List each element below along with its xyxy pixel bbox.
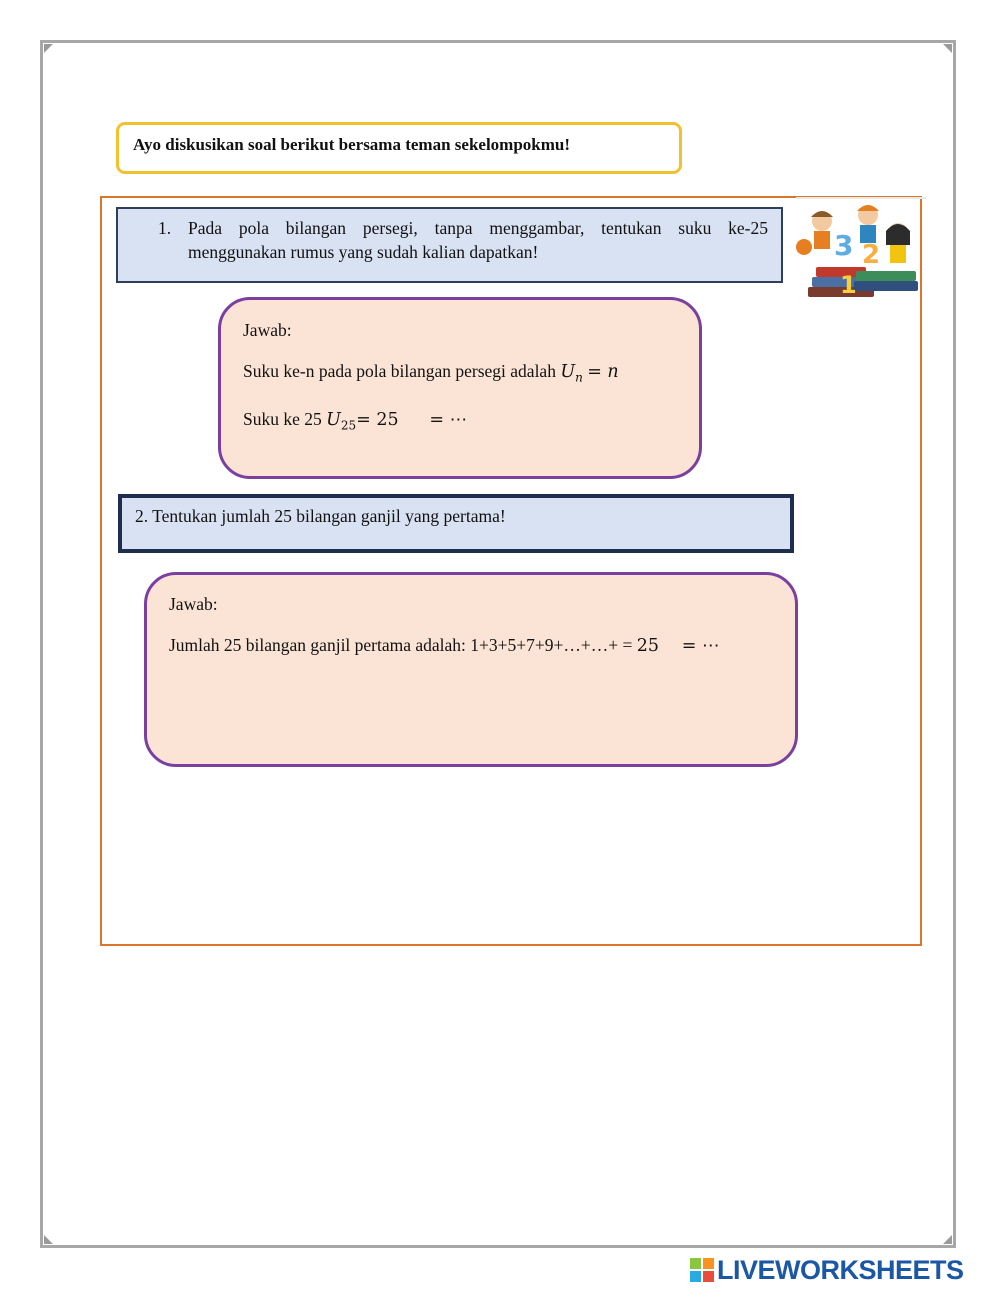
instruction-box [116,122,682,174]
question-2-box [118,494,794,553]
instruction-text: Ayo diskusikan soal berikut bersama teman sekelompokmu! [133,135,571,154]
question-1-number: 1. [158,218,172,238]
svg-text:3: 3 [834,229,854,262]
answer-1-box [218,297,702,479]
brand-name: LIVEWORKSHEETS [717,1254,964,1285]
question-1-line-1: Pada pola bilangan persegi, tanpa menggambar, tentukan suku ke-25 [188,218,768,238]
kids-with-books-illustration [796,197,926,303]
svg-text:1: 1 [840,271,857,299]
question-1-line-2: menggunakan rumus yang sudah kalian dapatkan! [188,242,539,262]
question-1-box [116,207,783,283]
answer-1-line-1: Suku ke-n pada pola bilangan persegi adalah $U_n = n$ [243,361,619,385]
liveworksheets-logo-icon [690,1258,714,1282]
svg-text:2: 2 [862,240,881,270]
answer-2-box [144,572,798,767]
answer-1-line-2: Suku ke 25 $U_{25}= 25$ = ⋯ [243,408,468,432]
liveworksheets-brand [690,1254,990,1286]
answer-1-label: Jawab: [243,320,292,340]
answer-2-line-1: Jumlah 25 bilangan ganjil pertama adalah: 1+3+5+7+9+…+…+ = 25 = ⋯ [169,635,720,656]
answer-2-label: Jawab: [169,594,218,614]
corner-mark [44,1235,53,1244]
question-2-text: 2. Tentukan jumlah 25 bilangan ganjil yang pertama! [135,506,506,526]
corner-mark [44,44,53,53]
corner-mark [943,44,952,53]
corner-mark [943,1235,952,1244]
